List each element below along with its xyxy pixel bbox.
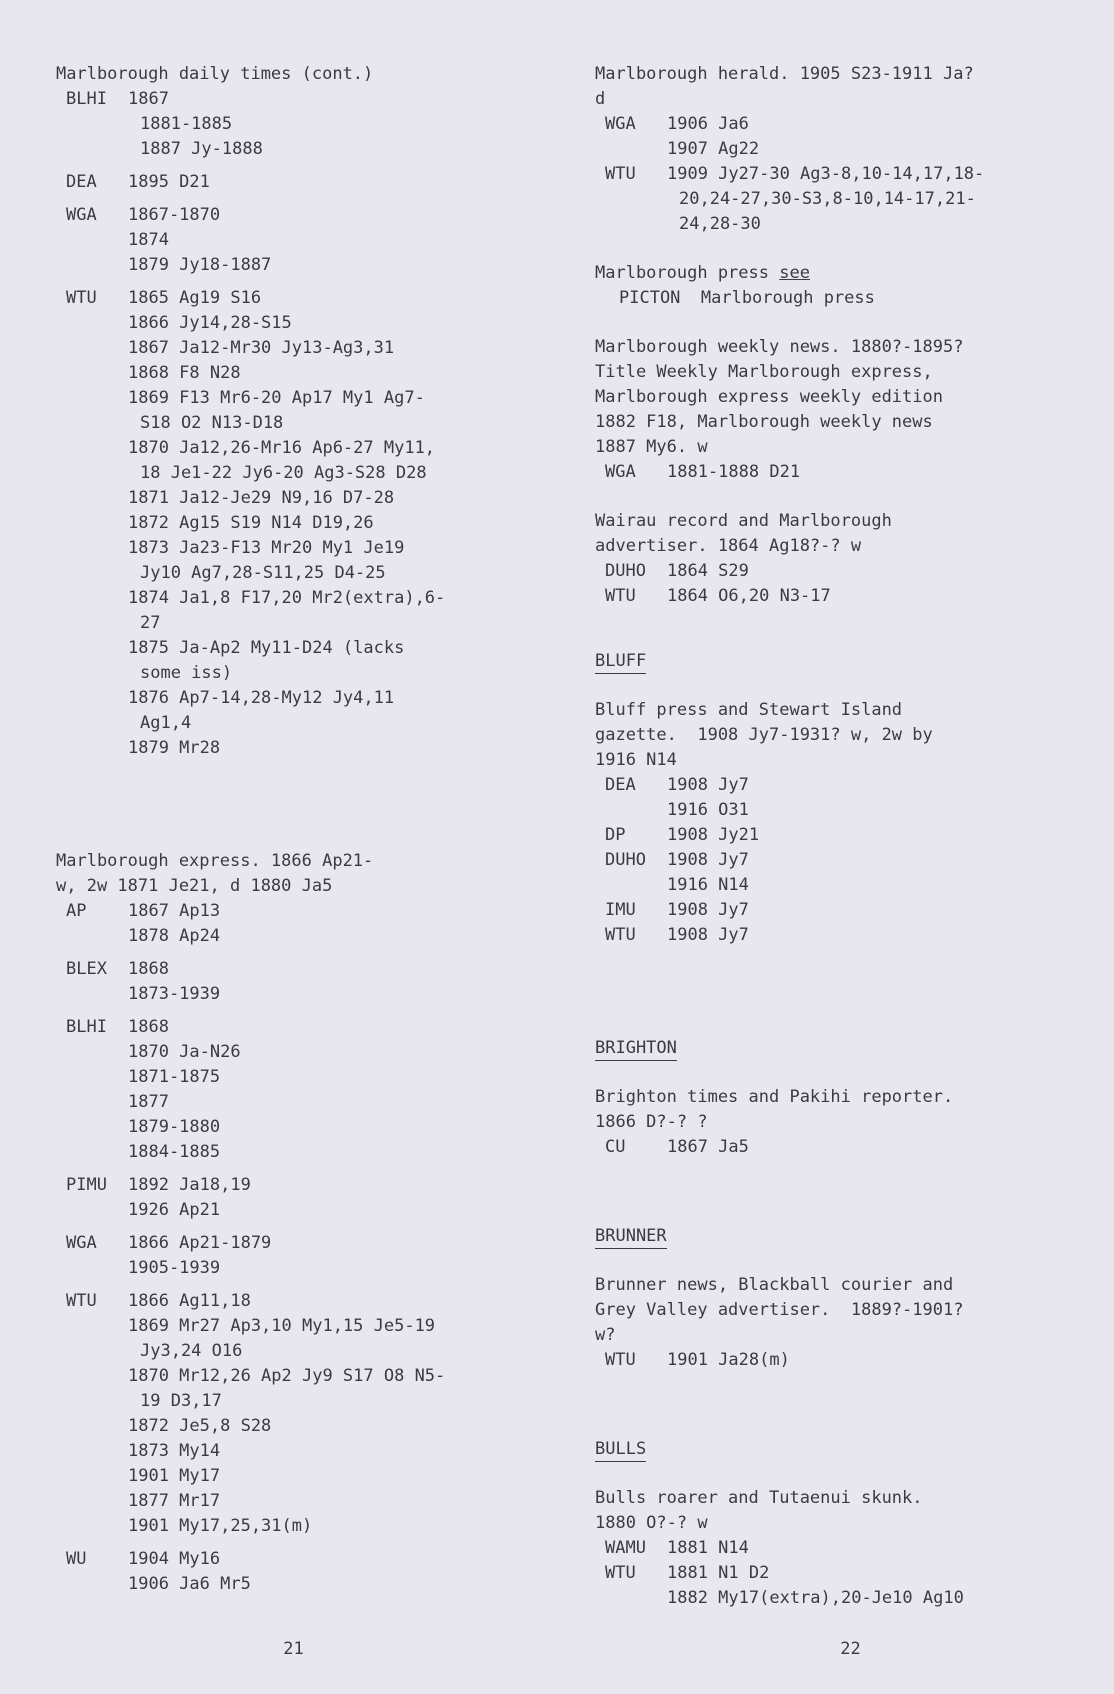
holding-row (56, 1231, 526, 1281)
entry-title-line: Title Weekly Marlborough express, (595, 362, 933, 382)
holding-row (56, 957, 526, 1007)
library-code: WTU (66, 288, 97, 308)
holding-line: 1926 Ap21 (128, 1200, 221, 1220)
holding-line: 1867 (128, 89, 169, 109)
holding-line: 20,24-27,30-S3,8-10,14-17,21- (679, 189, 976, 209)
holding-line: 1901 My17,25,31(m) (128, 1516, 313, 1536)
holding-row (56, 1547, 526, 1597)
holding-row (595, 1536, 1085, 1561)
holding-line: 1869 F13 Mr6-20 Ap17 My1 Ag7- (128, 388, 425, 408)
holding-line: 1873 Ja23-F13 Mr20 My1 Je19 (128, 538, 405, 558)
entry-title-line: Marlborough express. 1866 Ap21- (56, 851, 374, 871)
library-code: BLHI (66, 1017, 107, 1037)
library-code: AP (66, 901, 87, 921)
right-column (595, 62, 1085, 1611)
holding-line: 1873 My14 (128, 1441, 221, 1461)
entry-marlborough-herald (595, 62, 1085, 237)
entry-marlborough-press (595, 261, 1085, 311)
entry-title-line: 1882 F18, Marlborough weekly news (595, 412, 933, 432)
holding-row (595, 460, 1085, 485)
library-code: DUHO (605, 561, 646, 581)
library-code: BLHI (66, 89, 107, 109)
entry-title-line: Brunner news, Blackball courier and (595, 1275, 954, 1295)
library-code: WTU (605, 164, 636, 184)
entry-title-line: Wairau record and Marlborough (595, 511, 892, 531)
holding-row (595, 823, 1085, 848)
holding-row (595, 773, 1085, 823)
library-code: WGA (605, 462, 636, 482)
holding-line: 1881 N1 D2 (667, 1563, 770, 1583)
holding-line: 1870 Ja-N26 (128, 1042, 241, 1062)
holding-line: 1875 Ja-Ap2 My11-D24 (lacks (128, 638, 405, 658)
holding-line: 1884-1885 (128, 1142, 221, 1162)
page-22 (557, 0, 1114, 1694)
holding-line: 1868 (128, 1017, 169, 1037)
holding-row (595, 923, 1085, 948)
library-code: IMU (605, 900, 636, 920)
holding-row (595, 848, 1085, 898)
holding-row (595, 584, 1085, 609)
holding-line: 1908 Jy7 (667, 900, 749, 920)
holding-line: 24,28-30 (679, 214, 761, 234)
holding-line: 1908 Jy21 (667, 825, 760, 845)
entry-title: Marlborough press (595, 263, 780, 283)
holding-line: 1887 Jy-1888 (140, 139, 263, 159)
holding-line: 1866 Ap21-1879 (128, 1233, 272, 1253)
entry-title-line: d (595, 89, 606, 109)
entry-title-line: 1887 My6. w (595, 437, 708, 457)
holding-row (595, 898, 1085, 923)
entry-title-line: w? (595, 1325, 616, 1345)
holding-line: 1868 (128, 959, 169, 979)
holding-line: 1908 Jy7 (667, 850, 749, 870)
holding-line: 1872 Ag15 S19 N14 D19,26 (128, 513, 374, 533)
holding-row (56, 899, 526, 949)
holding-line: 1908 Jy7 (667, 925, 749, 945)
holding-line: 1867 Ja5 (667, 1137, 749, 1157)
entry-title-line: 1916 N14 (595, 750, 677, 770)
holding-line: some iss) (140, 663, 233, 683)
holding-line: 1901 My17 (128, 1466, 221, 1486)
entry-title-line: Brighton times and Pakihi reporter. (595, 1087, 954, 1107)
holding-line: 1878 Ap24 (128, 926, 221, 946)
entry-title-line: advertiser. 1864 Ag18?-? w (595, 536, 862, 556)
library-code: WAMU (605, 1538, 646, 1558)
holding-line: Jy3,24 O16 (140, 1341, 243, 1361)
holding-row (56, 203, 526, 278)
holding-line: 1916 N14 (667, 875, 749, 895)
holding-line: 1879-1880 (128, 1117, 221, 1137)
holding-line: 1872 Je5,8 S28 (128, 1416, 272, 1436)
see-reference-link: see (779, 263, 810, 283)
section-brunner (595, 1224, 1085, 1373)
holding-row (595, 559, 1085, 584)
library-code: DP (605, 825, 626, 845)
page-number: 21 (283, 1639, 304, 1659)
holding-line: 1869 Mr27 Ap3,10 My1,15 Je5-19 (128, 1316, 436, 1336)
holding-line: 1892 Ja18,19 (128, 1175, 251, 1195)
entry-wairau-record (595, 509, 1085, 609)
holding-row (595, 1348, 1085, 1373)
holding-row (56, 87, 526, 162)
holding-line: 1870 Mr12,26 Ap2 Jy9 S17 O8 N5- (128, 1366, 446, 1386)
library-code: DEA (605, 775, 636, 795)
library-code: WGA (66, 205, 97, 225)
holding-row (595, 112, 1085, 162)
holding-line: 1866 Ag11,18 (128, 1291, 251, 1311)
holding-row (56, 1015, 526, 1165)
holding-line: 1901 Ja28(m) (667, 1350, 790, 1370)
library-code: WTU (66, 1291, 97, 1311)
holding-line: 1864 O6,20 N3-17 (667, 586, 831, 606)
library-code: PIMU (66, 1175, 107, 1195)
holding-line: 1871 Ja12-Je29 N9,16 D7-28 (128, 488, 395, 508)
cross-reference: PICTON Marlborough press (619, 288, 875, 308)
holding-line: 1864 S29 (667, 561, 749, 581)
entry-title-line: 1880 O?-? w (595, 1513, 708, 1533)
holding-line: Ag1,4 (140, 713, 192, 733)
entry-marlborough-weekly-news (595, 335, 1085, 485)
holding-line: 1867 Ja12-Mr30 Jy13-Ag3,31 (128, 338, 395, 358)
place-heading: BRUNNER (595, 1224, 667, 1249)
entry-title-line: Marlborough express weekly edition (595, 387, 943, 407)
library-code: WGA (66, 1233, 97, 1253)
holding-line: 1906 Ja6 Mr5 (128, 1574, 251, 1594)
section-brighton (595, 1036, 1085, 1160)
library-code: DUHO (605, 850, 646, 870)
holding-line: 1870 Ja12,26-Mr16 Ap6-27 My11, (128, 438, 436, 458)
holding-line: 1865 Ag19 S16 (128, 288, 262, 308)
entry-title: Marlborough daily times (cont.) (56, 64, 374, 84)
holding-line: 1867 Ap13 (128, 901, 221, 921)
library-code: WTU (605, 586, 636, 606)
holding-line: 1916 O31 (667, 800, 749, 820)
entry-title-line: gazette. 1908 Jy7-1931? w, 2w by (595, 725, 933, 745)
entry-title-line: w, 2w 1871 Je21, d 1880 Ja5 (56, 876, 333, 896)
holding-line: 27 (140, 613, 161, 633)
library-code: CU (605, 1137, 626, 1157)
holding-line: 19 D3,17 (140, 1391, 222, 1411)
library-code: WTU (605, 925, 636, 945)
entry-marlborough-daily-times (56, 62, 526, 761)
holding-line: 1874 Ja1,8 F17,20 Mr2(extra),6- (128, 588, 446, 608)
holding-row (595, 162, 1085, 237)
holding-line: 1877 Mr17 (128, 1491, 221, 1511)
entry-title-line: Marlborough weekly news. 1880?-1895? (595, 337, 964, 357)
holding-line: 1877 (128, 1092, 169, 1112)
holding-line: 1876 Ap7-14,28-My12 Jy4,11 (128, 688, 395, 708)
holding-row (56, 170, 526, 195)
holding-line: 1881-1885 (140, 114, 233, 134)
place-heading: BRIGHTON (595, 1036, 677, 1061)
holding-line: 1881 N14 (667, 1538, 749, 1558)
holding-line: 1879 Jy18-1887 (128, 255, 272, 275)
holding-line: 1895 D21 (128, 172, 210, 192)
section-bluff (595, 649, 1085, 948)
place-heading: BLUFF (595, 649, 646, 674)
holding-line: 1905-1939 (128, 1258, 221, 1278)
holding-line: 1868 F8 N28 (128, 363, 241, 383)
left-column (56, 62, 526, 1597)
entry-title-line: Bulls roarer and Tutaenui skunk. (595, 1488, 923, 1508)
holding-row (56, 1173, 526, 1223)
entry-title-line: Grey Valley advertiser. 1889?-1901? (595, 1300, 964, 1320)
library-code: BLEX (66, 959, 107, 979)
place-heading: BULLS (595, 1437, 646, 1462)
holding-line: 1879 Mr28 (128, 738, 221, 758)
holding-line: 1871-1875 (128, 1067, 221, 1087)
library-code: WTU (605, 1350, 636, 1370)
holding-line: 1908 Jy7 (667, 775, 749, 795)
holding-line: 1881-1888 D21 (667, 462, 801, 482)
library-code: WTU (605, 1563, 636, 1583)
holding-line: 1873-1939 (128, 984, 221, 1004)
entry-title-line: 1866 D?-? ? (595, 1112, 708, 1132)
page-number: 22 (840, 1639, 861, 1659)
holding-line: Jy10 Ag7,28-S11,25 D4-25 (140, 563, 386, 583)
section-bulls (595, 1437, 1085, 1611)
holding-line: S18 O2 N13-D18 (140, 413, 284, 433)
holding-row (56, 1289, 526, 1539)
holding-row (595, 1561, 1085, 1611)
library-code: WGA (605, 114, 636, 134)
library-code: WU (66, 1549, 87, 1569)
library-code: DEA (66, 172, 97, 192)
holding-line: 18 Je1-22 Jy6-20 Ag3-S28 D28 (140, 463, 427, 483)
holding-line: 1906 Ja6 (667, 114, 749, 134)
holding-row (595, 1135, 1085, 1160)
entry-title-line: Marlborough herald. 1905 S23-1911 Ja? (595, 64, 974, 84)
holding-row (56, 286, 526, 761)
holding-line: 1909 Jy27-30 Ag3-8,10-14,17,18- (667, 164, 985, 184)
holding-line: 1907 Ag22 (667, 139, 760, 159)
holding-line: 1904 My16 (128, 1549, 221, 1569)
holding-line: 1874 (128, 230, 169, 250)
holding-line: 1882 My17(extra),20-Je10 Ag10 (667, 1588, 964, 1608)
holding-line: 1867-1870 (128, 205, 221, 225)
entry-title-line: Bluff press and Stewart Island (595, 700, 903, 720)
holding-line: 1866 Jy14,28-S15 (128, 313, 292, 333)
entry-marlborough-express (56, 849, 526, 1597)
